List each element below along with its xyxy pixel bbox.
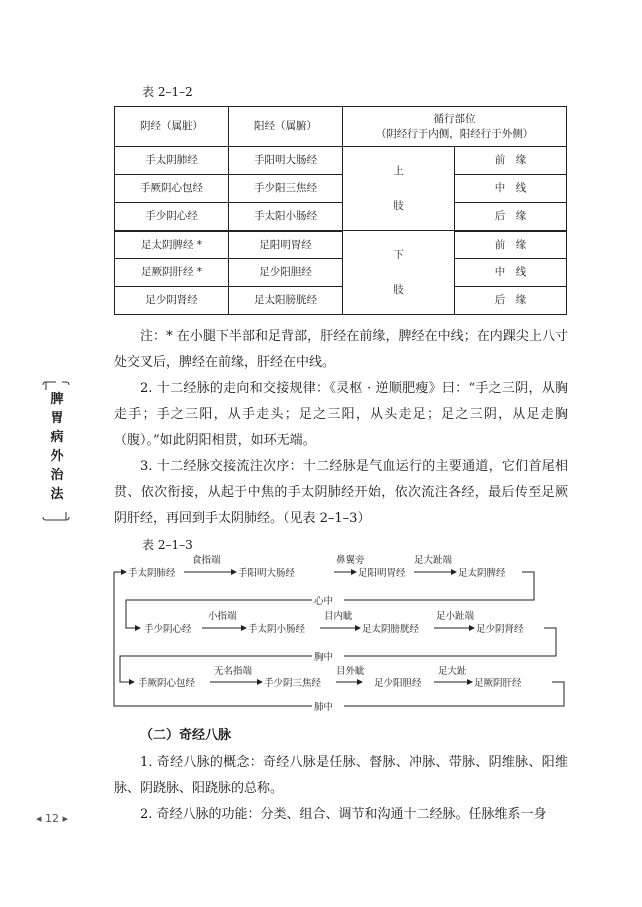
flow-node: 足厥阴肝经: [474, 678, 522, 689]
header-course-sub: （阴经行于内侧，阳经行于外侧）: [375, 127, 534, 140]
prev-triangle-icon: ◂: [36, 812, 42, 825]
flow-link-label: 足大趾: [438, 666, 467, 677]
cell-yin: 足少阴肾经: [115, 287, 229, 315]
flow-link-label: 无名指端: [214, 666, 253, 677]
flow-return-label: 肺中: [314, 702, 334, 713]
upper-limb-char: 肢: [393, 199, 404, 212]
side-title: [48, 390, 66, 504]
cell-lower-limb: [343, 231, 455, 315]
side-title-char: 脾: [50, 392, 64, 407]
flow-return-label: 心中: [314, 596, 334, 607]
lower-limb-char: 下: [393, 249, 404, 262]
cell-yang: 手阳明大肠经: [229, 147, 343, 175]
paragraph-2: 2. 十二经脉的走向和交接规律：《灵枢 · 逆顺肥瘦》曰：“手之三阴，从胸走手；手之三阳，从手走头；足之三阳，从头走足；足之三阴，从足走胸（腹）。”如此阴阳相贯，如环无端。: [114, 381, 568, 448]
paragraph-5: 2. 奇经八脉的功能：分类、组合、调节和沟通十二经脉。任脉维系一身: [140, 807, 547, 822]
body-text-upper: [114, 324, 568, 532]
lower-limb-char: 肢: [393, 283, 404, 296]
cell-yin: 手少阴心经: [115, 203, 229, 231]
flow-node: 手太阴小肠经: [248, 624, 306, 635]
side-title-char: 法: [50, 487, 64, 502]
cell-position: 后 缘: [455, 287, 567, 315]
cell-yang: 足太阳膀胱经: [229, 287, 343, 315]
flow-arrows: [112, 556, 572, 716]
flow-link-label: 鼻翼旁: [336, 555, 365, 566]
page-number-value: 12: [45, 812, 60, 825]
cell-yang: 手少阳三焦经: [229, 175, 343, 203]
side-title-char: 治: [50, 468, 64, 483]
side-title-block: [40, 378, 74, 524]
flow-node: 手太阴肺经: [128, 568, 176, 579]
flow-link-label: 足小趾端: [436, 611, 475, 622]
body-text-lower: [114, 750, 568, 828]
table2-caption: 表 2–1–3: [142, 538, 193, 552]
flow-link-label: 目内眦: [324, 611, 353, 622]
upper-limb-char: 上: [393, 165, 404, 178]
flow-node: 手阳明大肠经: [238, 568, 296, 579]
cell-upper-limb: [343, 147, 455, 231]
next-triangle-icon: ▸: [62, 812, 69, 825]
header-course: [343, 107, 567, 147]
cell-position: 中 线: [455, 259, 567, 287]
section-heading: （二）奇经八脉: [140, 728, 232, 743]
cell-position: 前 缘: [455, 147, 567, 175]
flow-node: 足阳明胃经: [358, 568, 406, 579]
side-title-char: 病: [50, 430, 64, 445]
cell-yang: 足阳明胃经: [229, 231, 343, 259]
cell-yin: 足太阴脾经 *: [115, 231, 229, 259]
cell-position: 中 线: [455, 175, 567, 203]
table1-caption: 表 2–1–2: [142, 85, 193, 99]
cell-yin: 足厥阴肝经 *: [115, 259, 229, 287]
header-course-title: 循行部位: [433, 113, 476, 126]
paragraph-4: 1. 奇经八脉的概念：奇经八脉是任脉、督脉、冲脉、带脉、阴维脉、阳维脉、阴跷脉、阳跷脉的总称。: [114, 755, 568, 796]
flow-return-label: 胸中: [314, 652, 334, 663]
flow-link-label: 目外眦: [336, 666, 365, 677]
side-title-char: 外: [50, 449, 64, 464]
flow-link-label: 食指端: [192, 555, 221, 566]
cell-yin: 手厥阴心包经: [115, 175, 229, 203]
cell-yin: 手太阴肺经: [115, 147, 229, 175]
flow-node: 足太阴膀胱经: [362, 624, 420, 635]
cell-yang: 足少阳胆经: [229, 259, 343, 287]
flow-node: 足太阴脾经: [458, 568, 506, 579]
table-note: 注：* 在小腿下半部和足背部，肝经在前缘，脾经在中线；在内踝尖上八寸处交叉后，脾经在前缘，肝经在中线。: [114, 329, 568, 370]
cell-yang: 手太阳小肠经: [229, 203, 343, 231]
page-number: [36, 812, 68, 825]
flow-node: 手厥阴心包经: [138, 678, 196, 689]
flow-node: 足少阳胆经: [374, 678, 422, 689]
meridian-course-table: [114, 106, 567, 315]
header-yin: 阴经（属脏）: [115, 107, 229, 147]
side-title-char: 胃: [50, 411, 64, 426]
flow-link-label: 足大趾端: [414, 555, 453, 566]
flow-node: 手少阴三焦经: [264, 678, 322, 689]
paragraph-3: 3. 十二经脉交接流注次序：十二经脉是气血运行的主要通道，它们首尾相贯、依次衔接，从起于中焦的手太阴肺经开始，依次流注各经，最后传至足厥阴肝经，再回到手太阴肺经。（见表 2–1–3）: [114, 459, 568, 526]
header-yang: 阳经（属腑）: [229, 107, 343, 147]
cell-position: 前 缘: [455, 231, 567, 259]
meridian-flow-diagram: [112, 556, 572, 716]
flow-node: 足少阴肾经: [476, 624, 524, 635]
flow-node: 手少阴心经: [144, 624, 192, 635]
flow-link-label: 小指端: [208, 611, 237, 622]
cell-position: 后 缘: [455, 203, 567, 231]
